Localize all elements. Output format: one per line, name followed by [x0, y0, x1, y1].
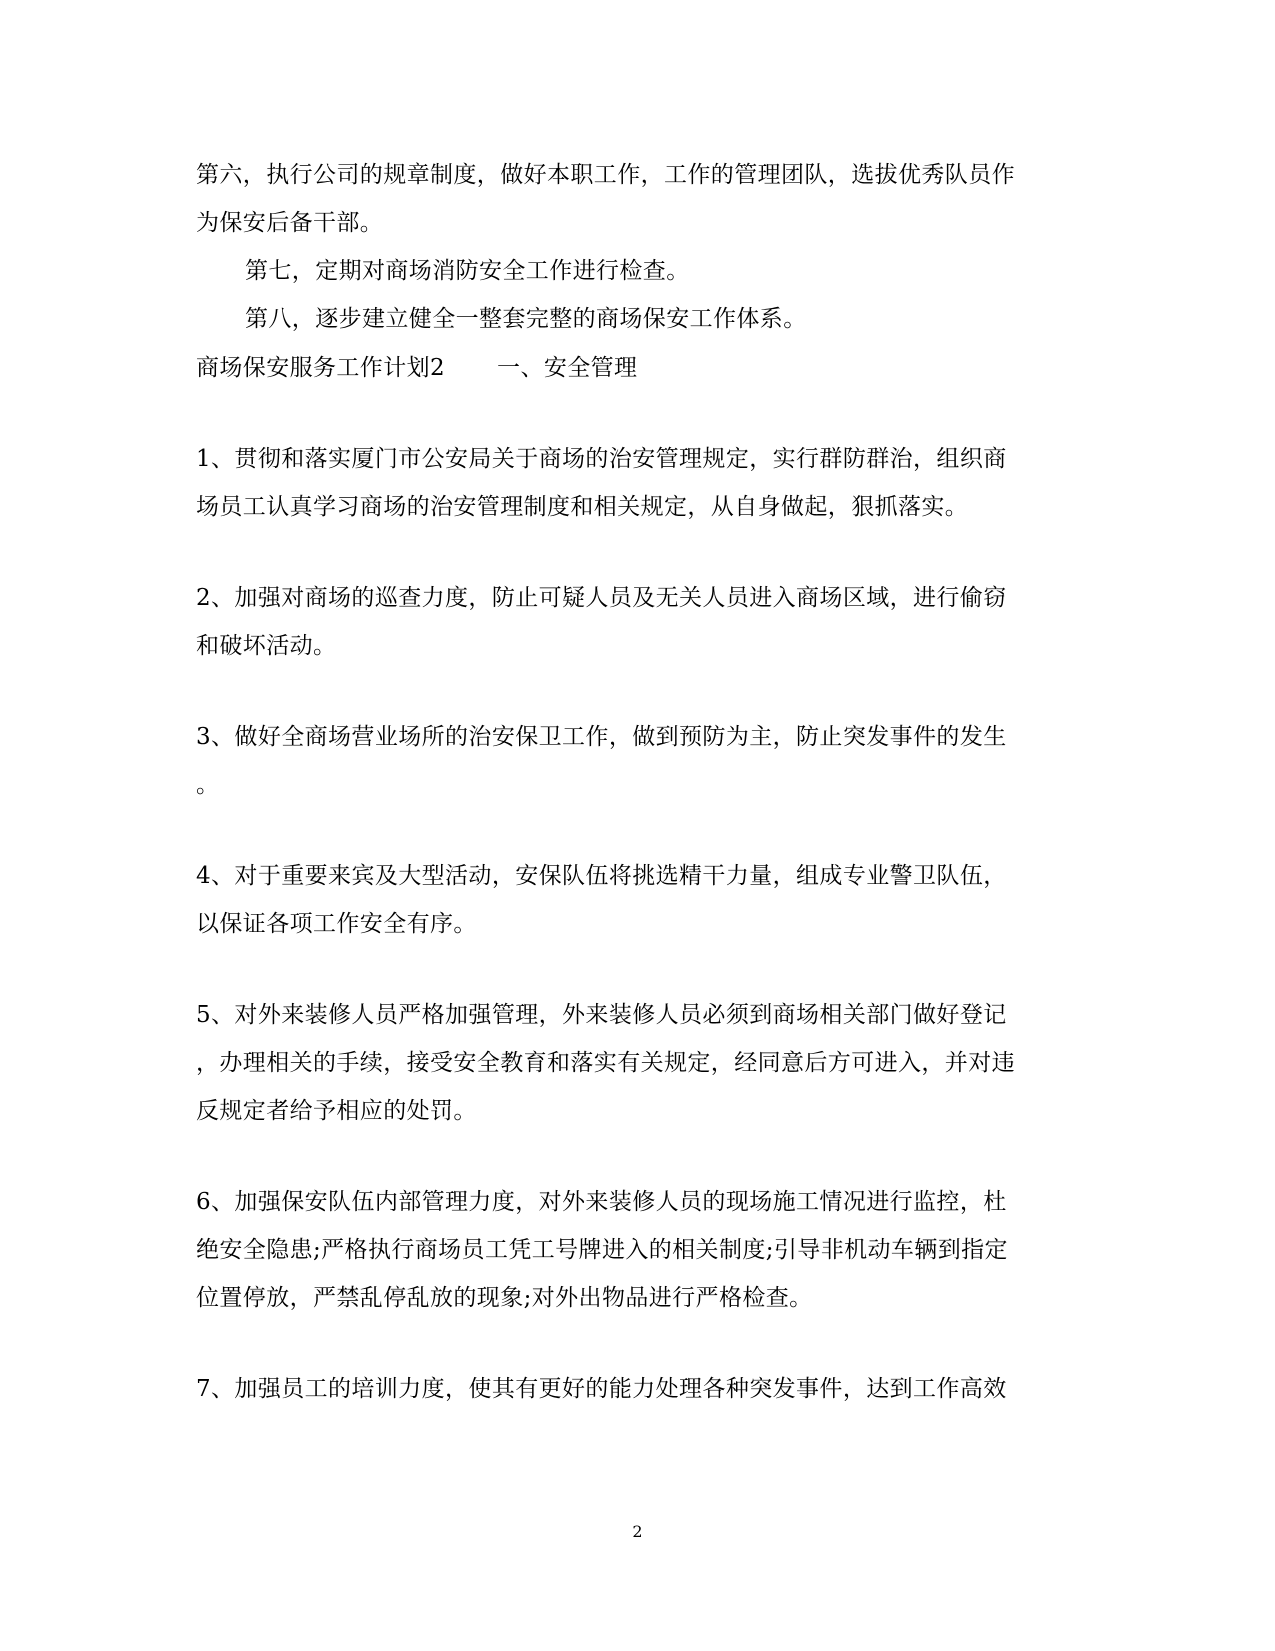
text-line: 5、对外来装修人员严格加强管理，外来装修人员必须到商场相关部门做好登记: [196, 1002, 1007, 1028]
text-line: 第八，逐步建立健全一整套完整的商场保安工作体系。: [245, 306, 807, 332]
text-line: 4、对于重要来宾及大型活动，安保队伍将挑选精干力量，组成专业警卫队伍，: [196, 863, 1007, 889]
section-title: 一、安全管理: [497, 355, 638, 381]
text-line: 第七，定期对商场消防安全工作进行检查。: [245, 258, 690, 284]
page-number: 2: [632, 1522, 643, 1541]
text-line: 第六，执行公司的规章制度，做好本职工作，工作的管理团队，选拔优秀队员作: [196, 162, 1015, 188]
text-line: 反规定者给予相应的处罚。: [196, 1098, 477, 1124]
text-line: 2、加强对商场的巡查力度，防止可疑人员及无关人员进入商场区域，进行偷窃: [196, 585, 1007, 611]
text-line: 7、加强员工的培训力度，使其有更好的能力处理各种突发事件，达到工作高效: [196, 1376, 1007, 1402]
text-line: ，办理相关的手续，接受安全教育和落实有关规定，经同意后方可进入，并对违: [196, 1050, 1015, 1076]
text-line: 和破坏活动。: [196, 633, 337, 659]
text-line: 以保证各项工作安全有序。: [196, 911, 477, 937]
text-line: 场员工认真学习商场的治安管理制度和相关规定，从自身做起，狠抓落实。: [196, 494, 969, 520]
text-line: 绝安全隐患;严格执行商场员工凭工号牌进入的相关制度;引导非机动车辆到指定: [196, 1237, 1008, 1263]
plan-title: 商场保安服务工作计划2: [196, 355, 446, 381]
text-line: 为保安后备干部。: [196, 210, 384, 236]
text-line: 。: [196, 772, 220, 798]
text-line: 6、加强保安队伍内部管理力度，对外来装修人员的现场施工情况进行监控，杜: [196, 1189, 1007, 1215]
section-heading: [196, 353, 1076, 383]
text-line: 位置停放，严禁乱停乱放的现象;对外出物品进行严格检查。: [196, 1285, 813, 1311]
text-line: 3、做好全商场营业场所的治安保卫工作，做到预防为主，防止突发事件的发生: [196, 724, 1007, 750]
text-line: 1、贯彻和落实厦门市公安局关于商场的治安管理规定，实行群防群治，组织商: [196, 446, 1007, 472]
